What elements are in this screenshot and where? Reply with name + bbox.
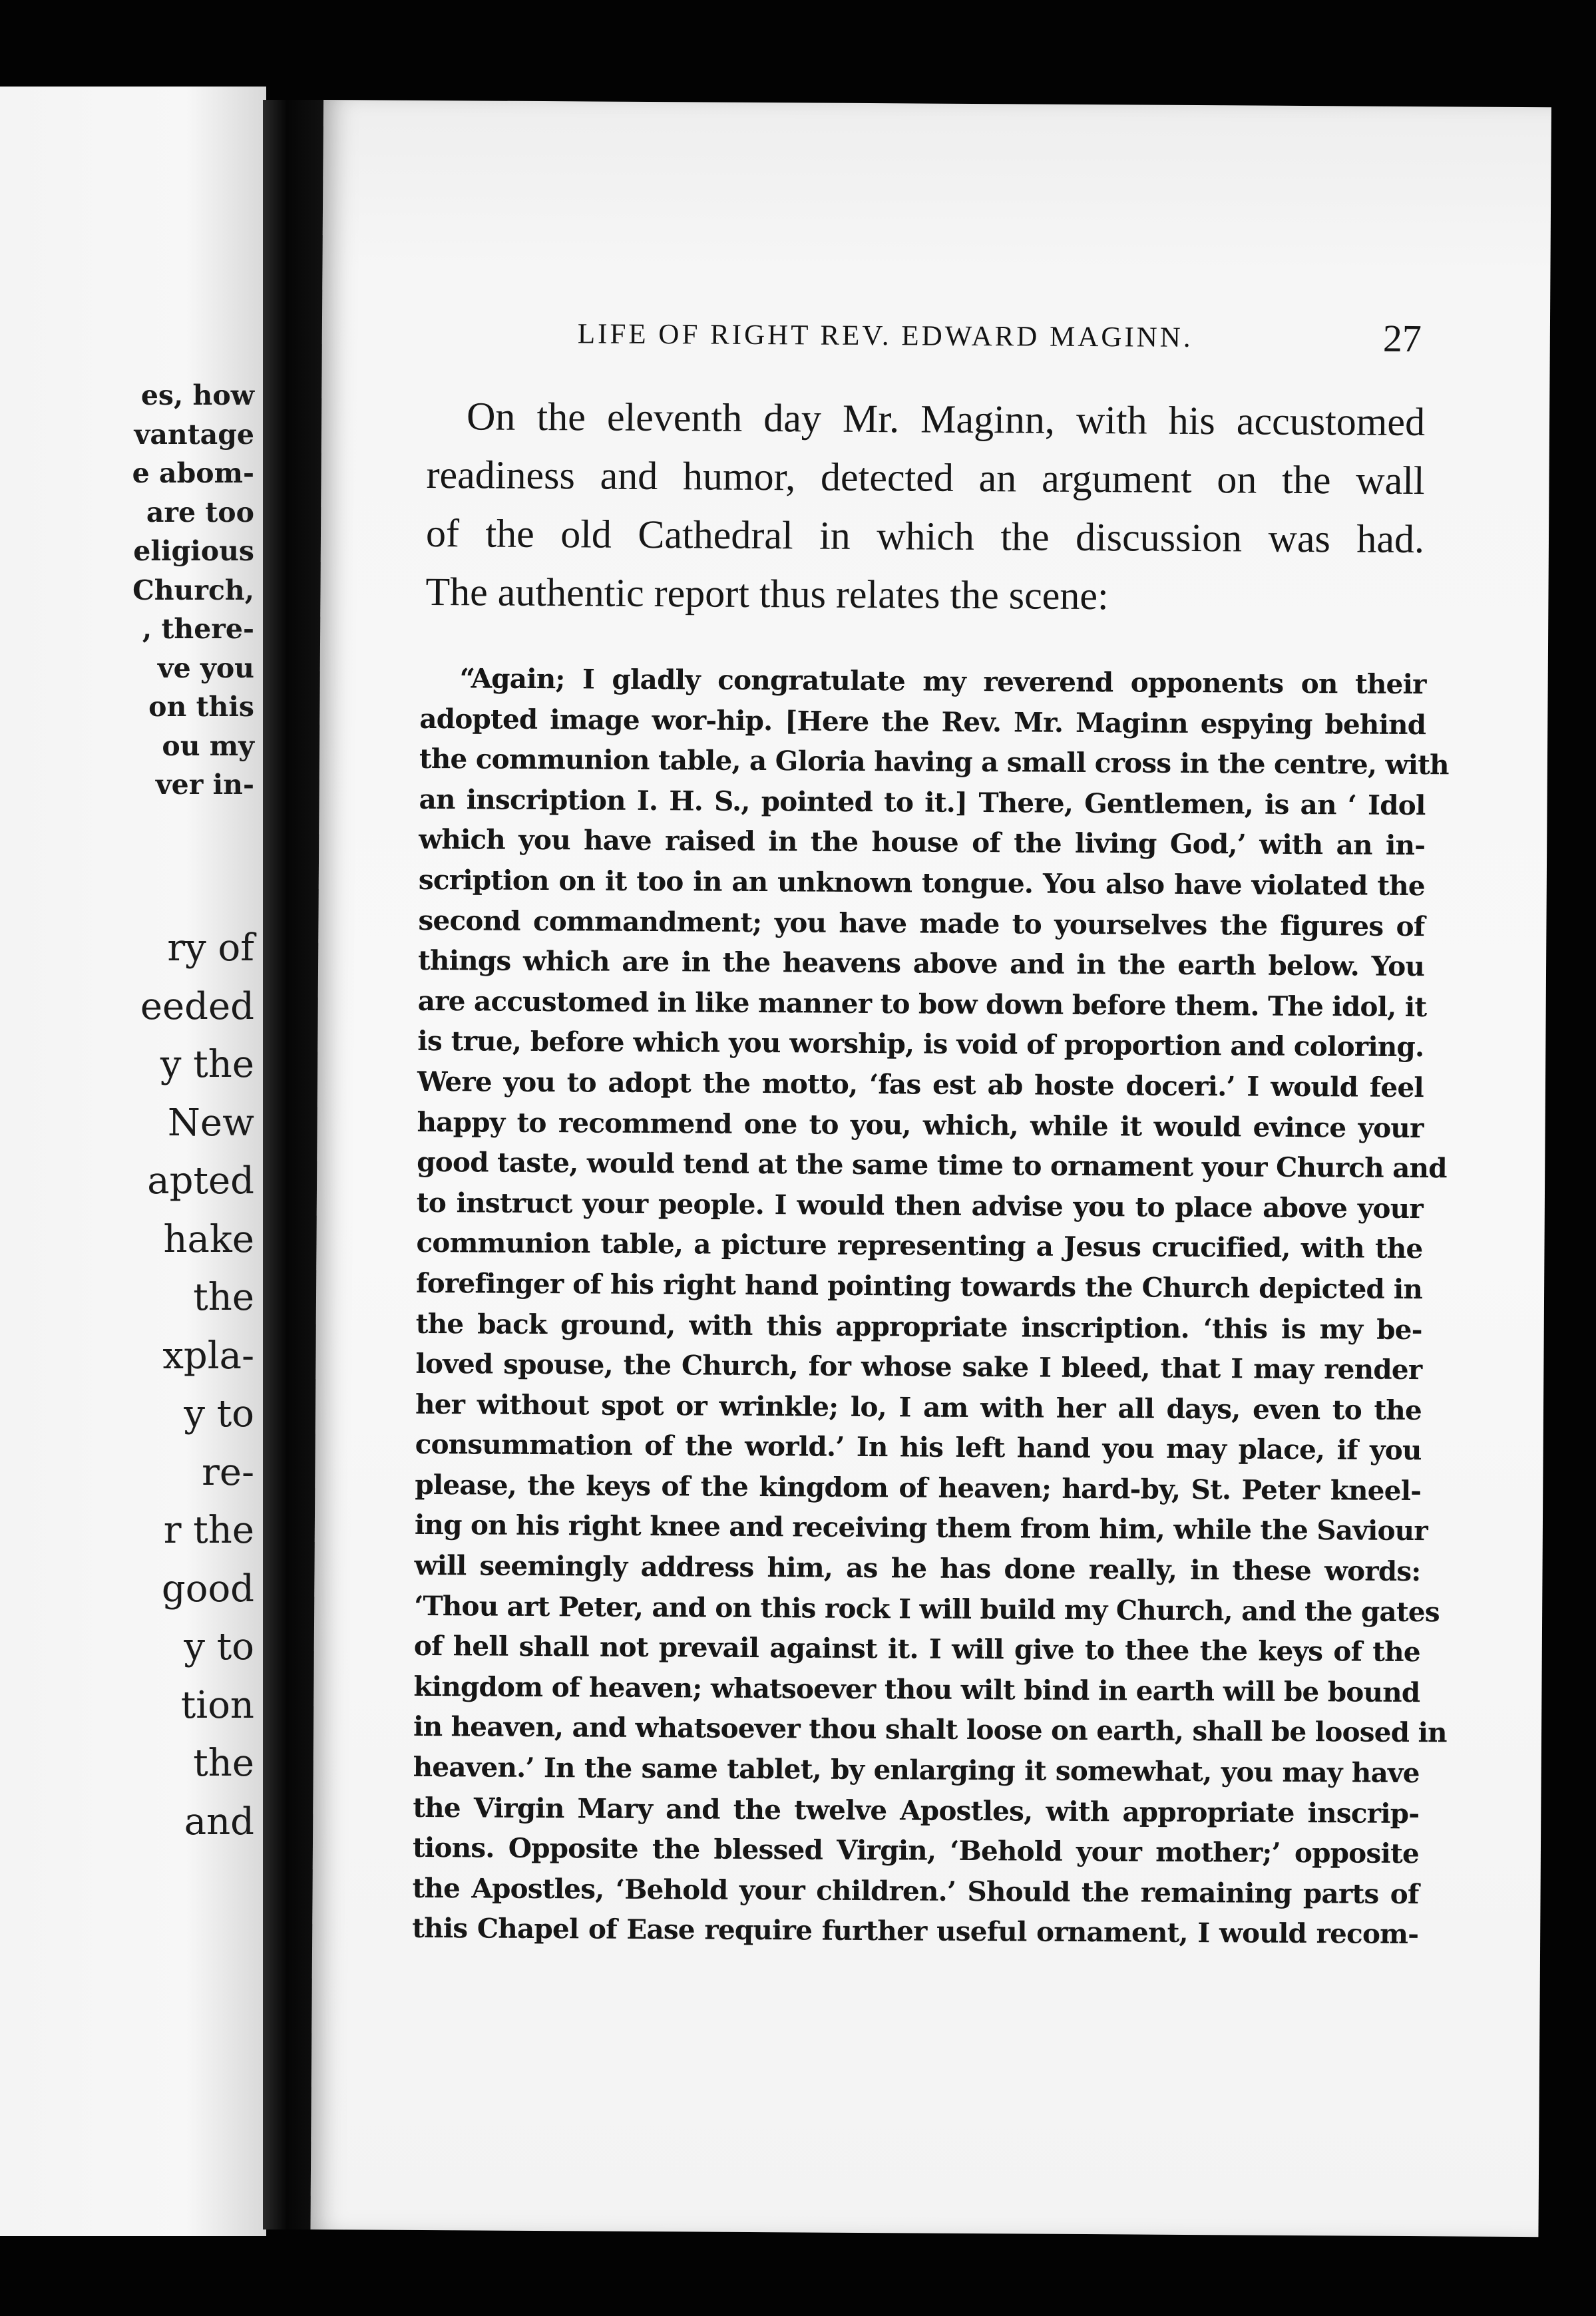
quote-line: adopted image wor-hip. [Here the Rev. Mr. Maginn espying behind (419, 702, 1426, 741)
quote-line: consummation of the world.’ In his left hand you may place, if you (415, 1428, 1422, 1467)
running-head: LIFE OF RIGHT REV. EDWARD MAGINN. (577, 318, 1193, 353)
quote-line: heaven.’ In the same tablet, by enlarging it somewhat, you may have (413, 1750, 1420, 1790)
quote-line: tions. Opposite the blessed Virgin, ‘Behold your mother;’ opposite (412, 1832, 1420, 1870)
previous-page-fragment (0, 87, 266, 2236)
previous-page-line: ry of (167, 926, 254, 970)
previous-page-line: re- (202, 1450, 254, 1494)
lead-line: of the old Cathedral in which the discussion was had. (425, 510, 1425, 562)
quote-line: the communion table, a Gloria having a small cross in the centre, with (419, 743, 1449, 781)
quote-line: to instruct your people. I would then advise you to place above your (416, 1186, 1424, 1225)
quote-line: are accustomed in like manner to bow down before them. The idol, it (417, 984, 1427, 1023)
previous-page-line: tion (180, 1683, 254, 1727)
previous-page-line: y the (160, 1043, 254, 1086)
previous-page-line: are too (146, 496, 254, 528)
previous-page-line: Church, (132, 574, 254, 606)
lead-line: readiness and humor, detected an argument on the wall (426, 452, 1425, 503)
quote-line: happy to recommend one to you, which, while it would evince your (417, 1105, 1424, 1144)
page-number: 27 (1382, 316, 1422, 361)
quote-line: the Apostles, ‘Behold your children.’ Should the remaining parts of (412, 1871, 1419, 1910)
quote-line: will seemingly address him, as he has done really, in these words: (414, 1549, 1421, 1588)
quote-line: Were you to adopt the motto, ‘fas est ab hoste doceri.’ I would feel (417, 1065, 1424, 1104)
previous-page-line: r the (163, 1509, 254, 1552)
previous-page-line: ver in- (155, 769, 254, 801)
quote-line: kingdom of heaven; whatsoever thou wilt bind in earth will be bound (413, 1670, 1420, 1708)
previous-page-line: ve you (157, 652, 254, 684)
quote-line: things which are in the heavens above and in the earth below. You (417, 944, 1425, 983)
previous-page-line: eligious (133, 535, 254, 567)
quote-line: “Again; I gladly congratulate my reverend opponents on their (459, 662, 1426, 701)
lead-line: On the eleventh day Mr. Maginn, with his accustomed (466, 394, 1426, 445)
previous-page-line: e abom- (132, 457, 254, 489)
previous-page-line: vantage (134, 418, 254, 451)
quote-line: of hell shall not prevail against it. I will give to thee the keys of the (413, 1630, 1420, 1668)
quote-line: loved spouse, the Church, for whose sake I bleed, that I may render (415, 1347, 1422, 1386)
quote-line: communion table, a picture representing a Jesus crucified, with the (416, 1227, 1423, 1265)
previous-page-line: good (161, 1567, 254, 1611)
quote-line: her without spot or wrinkle; lo, I am with her all days, even to the (415, 1388, 1422, 1426)
quote-line: the Virgin Mary and the twelve Apostles, with appropriate inscrip- (413, 1791, 1420, 1830)
previous-page-line: y to (184, 1625, 254, 1668)
quote-line: this Chapel of Ease require further useful ornament, I would recom- (412, 1912, 1419, 1951)
previous-page-line: the (193, 1276, 254, 1319)
quote-line: second commandment; you have made to yourselves the figures of (418, 904, 1425, 942)
previous-page-line: eeded (140, 984, 254, 1028)
quote-line: the back ground, with this appropriate inscription. ‘this is my be- (415, 1307, 1422, 1346)
previous-page-line: and (184, 1800, 254, 1843)
quote-line: scription on it too in an unknown tongue. You also have violated the (418, 863, 1425, 902)
previous-page-line: xpla- (162, 1334, 254, 1378)
quote-line: forefinger of his right hand pointing towards the Church depicted in (415, 1266, 1423, 1306)
lead-line: The authentic report thus relates the scene: (425, 569, 1109, 618)
previous-page-line: New (167, 1101, 254, 1145)
quote-line: which you have raised in the house of the living God,’ with an in- (419, 823, 1426, 862)
previous-page-line: , there- (142, 613, 254, 645)
previous-page-line: ou my (162, 729, 254, 762)
quoted-speech-block (412, 658, 1449, 1955)
quote-line: an inscription I. H. S., pointed to it.] There, Gentlemen, is an ‘ Idol (419, 783, 1426, 821)
quote-line: in heaven, and whatsoever thou shalt loose on earth, shall be loosed in (413, 1710, 1447, 1749)
previous-page-line: es, how (140, 379, 254, 411)
previous-page-line: on this (148, 691, 254, 723)
lead-paragraph (425, 387, 1425, 627)
quote-line: ing on his right knee and receiving them from him, while the Saviour (414, 1509, 1428, 1547)
quote-line: ‘Thou art Peter, and on this rock I will build my Church, and the gates (414, 1589, 1440, 1628)
quote-line: is true, before which you worship, is void of proportion and coloring. (417, 1025, 1424, 1063)
quote-line: good taste, would tend at the same time to ornament your Church and (417, 1146, 1447, 1185)
quote-line: please, the keys of the kingdom of heaven; hard-by, St. Peter kneel- (415, 1468, 1422, 1507)
previous-page-line: hake (163, 1217, 254, 1261)
previous-page-line: y to (184, 1392, 254, 1436)
previous-page-line: the (193, 1742, 254, 1785)
book-page (310, 100, 1551, 2237)
previous-page-line: apted (147, 1159, 254, 1203)
